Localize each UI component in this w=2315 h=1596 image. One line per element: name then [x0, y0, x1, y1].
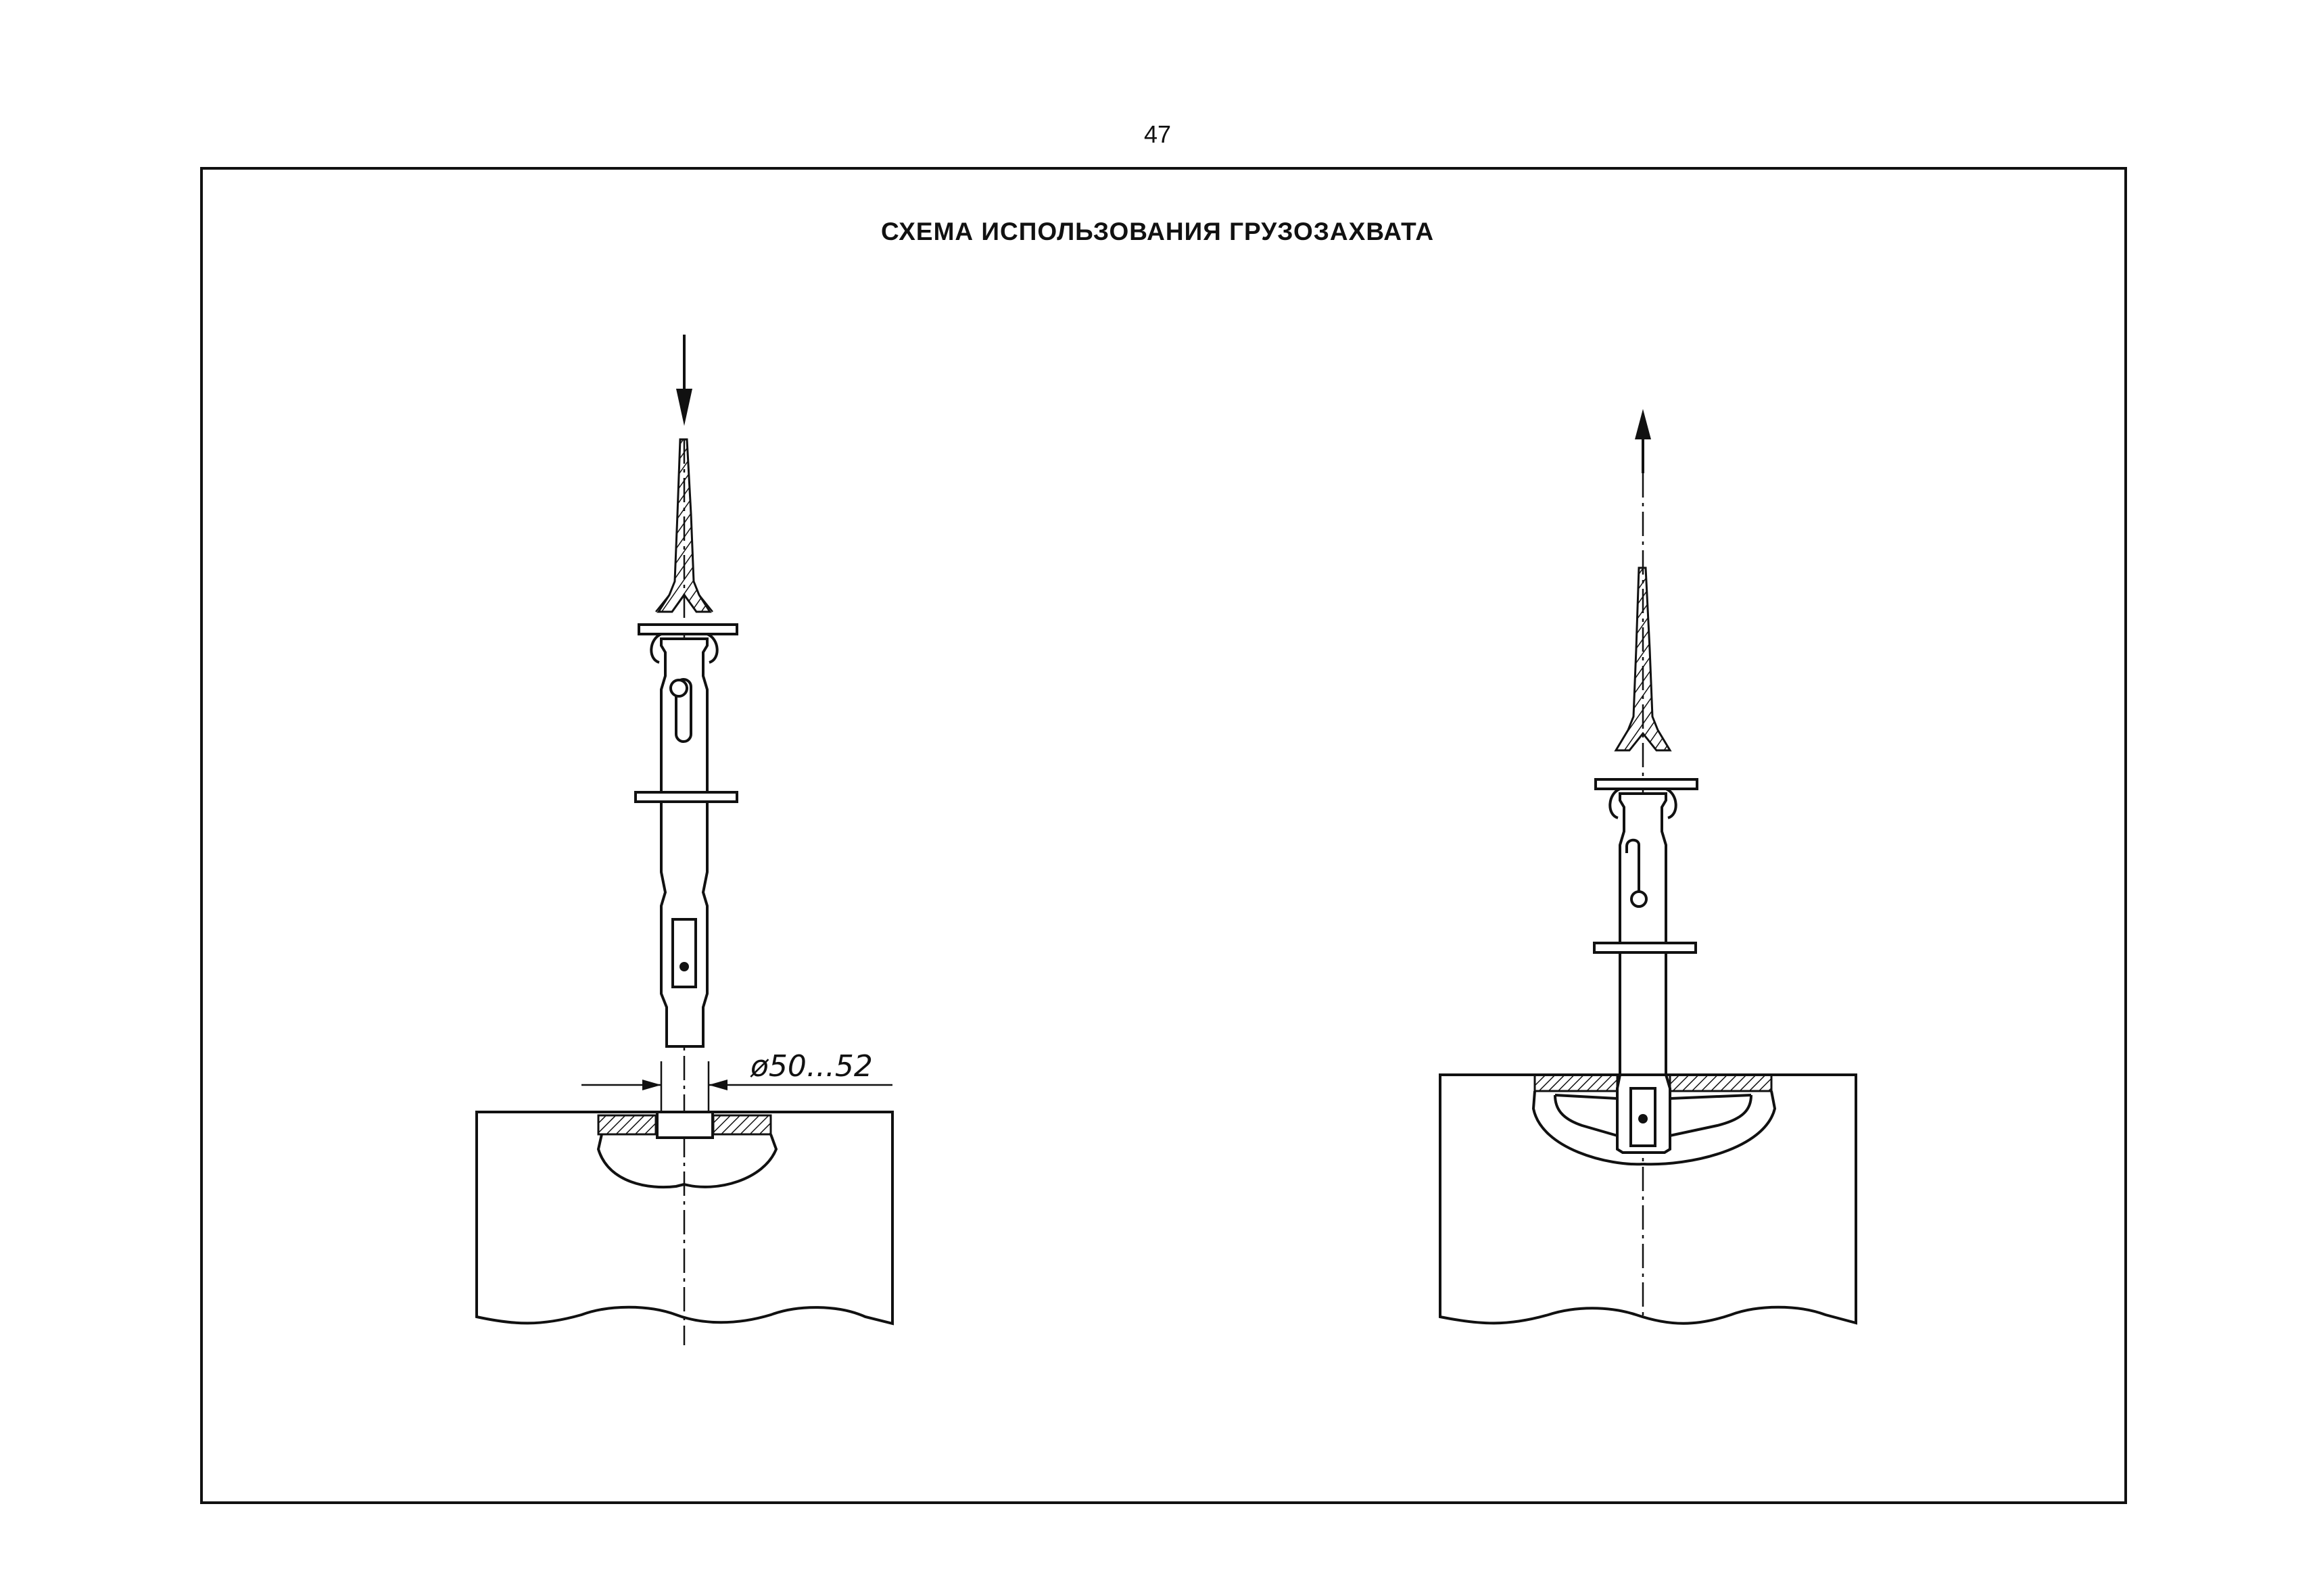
left-shaft: [636, 639, 737, 1046]
right-top-plate: [1596, 779, 1697, 789]
dimension-label: ø50...52: [750, 1049, 873, 1084]
left-dimension: [581, 1049, 892, 1115]
right-rope: [1616, 568, 1670, 750]
diagram-title: СХЕМА ИСПОЛЬЗОВАНИЯ ГРУЗОЗАХВАТА: [880, 218, 1435, 245]
left-anchor: [598, 1112, 776, 1187]
left-figure: [477, 335, 892, 1345]
arrow-up-icon: [1635, 409, 1651, 473]
left-top-plate: [639, 625, 737, 634]
right-figure: [1440, 409, 1856, 1324]
page-number: 47: [1143, 120, 1172, 148]
left-rope: [656, 439, 713, 612]
arrow-down-icon: [676, 335, 692, 426]
